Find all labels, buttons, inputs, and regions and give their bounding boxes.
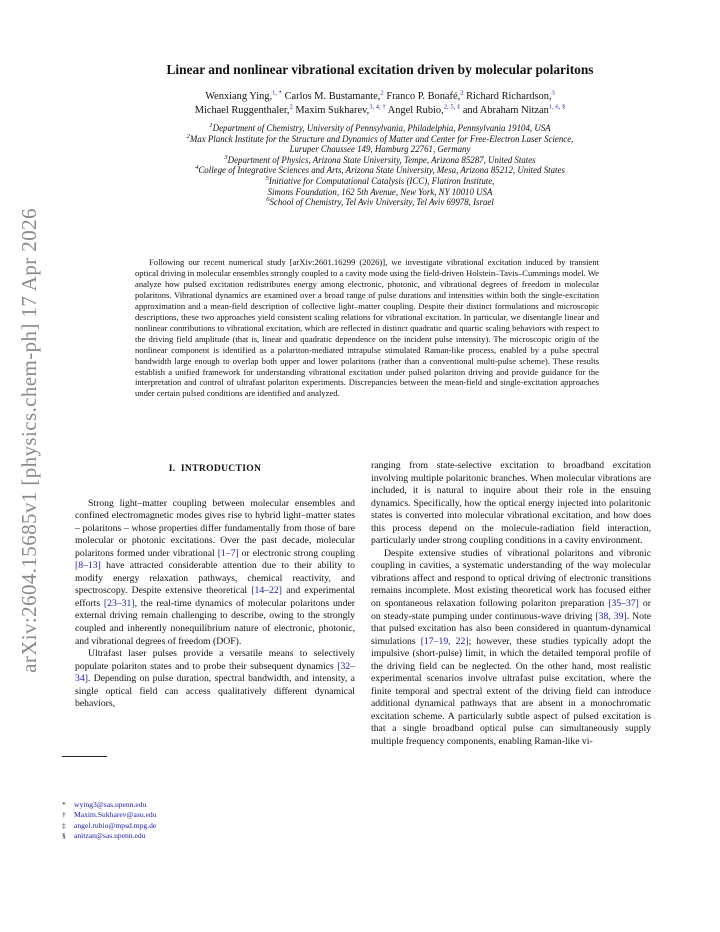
body-text: Ultrafast laser pulses provide a versatile means to selectively populate polariton states and to probe their subsequent dynamics	[75, 648, 355, 672]
body-text: and experimental efforts	[75, 585, 355, 609]
citation-link[interactable]: [17–19, 22]	[420, 635, 469, 647]
author-name: Maxim Sukharev,	[295, 105, 370, 116]
affiliation-text: School of Chemistry, Tel Aviv University, Tel Aviv 69978, Israel	[269, 197, 494, 208]
footnote	[62, 810, 157, 820]
citation-link[interactable]: [1–7]	[217, 547, 239, 559]
footnote-marker: §	[62, 830, 66, 840]
footnote	[62, 821, 157, 831]
section-heading	[75, 463, 355, 476]
citation-link[interactable]: [35–37]	[608, 598, 639, 610]
affiliation	[80, 176, 680, 187]
left-column	[75, 460, 355, 711]
footnote-marker: †	[62, 810, 66, 820]
author-name: Richard Richardson,	[466, 91, 552, 102]
affiliation	[80, 197, 680, 208]
footnotes	[62, 800, 157, 841]
affiliation-text: Initiative for Computational Catalysis (ICC), Flatiron Institute,	[268, 175, 495, 186]
affiliation	[80, 155, 680, 166]
affiliation-text: Luruper Chaussee 149, Hamburg 22761, Germany	[289, 144, 471, 155]
right-column	[371, 460, 651, 749]
author-affiliation-marker: 1, 6, §	[548, 103, 566, 111]
affiliation	[80, 123, 680, 134]
author-affiliation-marker: 3, 4, †	[369, 103, 386, 111]
affiliation-number: 3	[224, 153, 228, 161]
author-name: Michael Ruggenthaler,	[194, 105, 290, 116]
body-text: Despite extensive studies of vibrational polaritons and vibronic coupling in cavities, a systematic understanding of the way molecular vibrations affect and respond to optical driving of electronic transitions remains incomplete. Most existing theoretical work has focused either on spontaneous relaxation following polariton preparation	[371, 547, 651, 610]
body-text: Strong light–matter coupling between molecular ensembles and confined electromagnetic modes gives rise to hybrid light–matter states – polaritons – whose properties differ fundamentally from those of bare molecular or photonic excitations. Over the past decade, molecular polaritons formed under vibrational	[75, 497, 355, 559]
author-affiliation-marker: 3	[551, 89, 555, 97]
body-text: ; however, these studies typically adopt the impulsive (short-pulse) limit, in which the detailed temporal profile of the driving field can be neglected. On the other hand, most realistic experimental scenarios involve ultrafast pulse excitation, where the finite temporal and spectral extent of the driving field can introduce additional dynamical pathways that are absent in a monochromatic excitation scheme. A particularly subtle aspect of pulsed excitation is that a single broadband optical pulse can simultaneously supply multiple frequency components, enabling Raman-like vi-	[371, 635, 651, 748]
footnote-marker: *	[62, 800, 66, 809]
footnote-rule	[62, 756, 107, 757]
body-text: . Note that pulsed excitation has also been considered in quantum-dynamical simulations	[371, 610, 651, 647]
author-affiliation-marker: 2	[460, 89, 464, 97]
paper-title: Linear and nonlinear vibrational excitation driven by molecular polaritons	[166, 62, 594, 77]
author-affiliation-marker: 2	[289, 103, 293, 111]
affiliation	[80, 165, 680, 176]
affiliation-text: Simons Foundation, 162 5th Avenue, New York, NY 10010 USA	[267, 186, 493, 197]
citation-link[interactable]: [14–22]	[251, 585, 282, 597]
body-text: have attracted considerable attention due to their ability to modify energy relaxation pathways, chemical reactivity, and spectroscopy. Despite extensive theoretical	[75, 560, 355, 597]
paragraph	[371, 460, 651, 548]
author-affiliation-marker: 1, *	[272, 89, 282, 97]
affiliation-text: Department of Physics, Arizona State University, Tempe, Arizona 85287, United States	[227, 154, 536, 165]
paragraph	[75, 648, 355, 711]
arxiv-identifier: arXiv:2604.15685v1 [physics.chem-ph] 17 Apr 2026	[16, 207, 41, 673]
citation-link[interactable]: [23–31]	[103, 597, 135, 609]
paragraph	[371, 548, 651, 749]
section-title: INTRODUCTION	[180, 463, 262, 474]
body-text: , the real-time dynamics of molecular polaritons under external driving remain challenging to describe, owing to the strongly coupled and inherently nonequilibrium nature of electronic, photonic, and vibrational degrees of freedom (DOF).	[75, 597, 356, 647]
email-link[interactable]: wying3@sas.upenn.edu	[74, 800, 147, 809]
body-text: . Depending on pulse duration, spectral bandwidth, and intensity, a single optical field can access qualitatively different dynamical behaviors,	[75, 673, 355, 710]
affiliation-list	[80, 123, 680, 208]
author-list	[80, 90, 680, 118]
citation-link[interactable]: [32–34]	[75, 660, 355, 685]
email-link[interactable]: anitzan@sas.upenn.edu	[74, 830, 146, 840]
affiliation-text: Department of Chemistry, University of Pennsylvania, Philadelphia, Pennsylvania 19104, USA	[212, 123, 551, 133]
body-text: ranging from state-selective excitation to broadband excitation involving multiple polaritonic branches. When molecular vibrations are included, it is natural to inquire about their role in the ensuing dynamics. Specifically, how the optical energy injected into polaritonic states is converted into molecular vibrational excitation, and how does this process depend on the molecule-radiation field interaction, particularly under strong coupling conditions in a cavity environment.	[371, 460, 651, 547]
affiliation-number: 1	[209, 122, 213, 130]
author-name: Carlos M. Bustamante,	[284, 91, 381, 102]
author-name: Wenxiang Ying,	[205, 91, 273, 102]
body-text: or on steady-state pumping under continuous-wave driving	[371, 598, 651, 622]
email-link[interactable]: Maxim.Sukharev@asu.edu	[74, 810, 157, 820]
body-text: or electronic strong coupling	[238, 547, 355, 559]
affiliation-text: Max Planck Institute for the Structure and Dynamics of Matter and Center for Free-Electron Laser Science,	[189, 133, 574, 144]
arxiv-side-stamp	[12, 180, 46, 700]
author-name: Franco P. Bonafé,	[386, 91, 461, 102]
author-affiliation-marker: 2, 5, ‡	[443, 103, 461, 111]
section-number: I.	[168, 463, 176, 474]
affiliation-text: College of Integrative Sciences and Arts, Arizona State University, Mesa, Arizona 85212, United States	[198, 165, 565, 176]
affiliation-number: 4	[195, 164, 199, 172]
footnote	[62, 800, 157, 810]
footnote	[62, 831, 157, 841]
abstract: Following our recent numerical study [arXiv:2601.16299 (2026)], we investigate vibrational excitation induced by transient optical driving in molecular ensembles strongly coupled to a cavity mode using the field-driven Holstein–Tavis–Cummings model. We analyze how pulsed excitation redistributes energy among electronic, photonic, and vibrational degrees of freedom in molecular polaritons. Vibrational dynamics are examined over a broad range of pulse durations and intensities within both the single-excitation approximation and a mean-field description of collective light–matter coupling. Despite their distinct formulations and microscopic descriptions, these two approaches yield consistent scaling relations for vibrational excitation. In particular, we disentangle linear and nonlinear contributions to vibrational excitation, which are reflected in distinct quadratic and quartic scaling behaviors with respect to the driving field amplitude (that is, linear and quadratic dependence on the incident pulse intensity). The microscopic origin of the nonlinear component is identified as a polariton-mediated intrapulse stimulated Raman-like process, enabled by a pulse spectral bandwidth large enough to overlap both upper and lower polaritons (rather than a conventional multi-pulse scheme). These results establish a unified framework for understanding vibrational excitation under pulsed polariton driving and provide guidance for the interpretation and control of ultrafast polariton experiments. Discrepancies between the mean-field and single-excitation approaches under certain pulsed conditions are identified and analyzed.	[135, 257, 599, 399]
affiliation	[80, 134, 680, 145]
affiliation	[80, 144, 680, 155]
email-link[interactable]: angel.rubio@mpsd.mpg.de	[74, 820, 157, 830]
affiliation-number: 5	[265, 175, 269, 182]
author-line	[80, 104, 680, 118]
footnote-marker: ‡	[62, 820, 66, 830]
paragraph	[75, 498, 355, 649]
affiliation-number: 2	[186, 132, 190, 140]
citation-link[interactable]: [8–13]	[75, 560, 101, 572]
affiliation	[80, 187, 680, 198]
author-name: and Abraham Nitzan	[462, 105, 549, 116]
author-affiliation-marker: 2	[380, 89, 384, 97]
citation-link[interactable]: [38, 39]	[595, 610, 627, 622]
author-name: Angel Rubio,	[387, 105, 444, 116]
affiliation-number: 6	[266, 196, 270, 204]
author-line	[80, 90, 680, 104]
